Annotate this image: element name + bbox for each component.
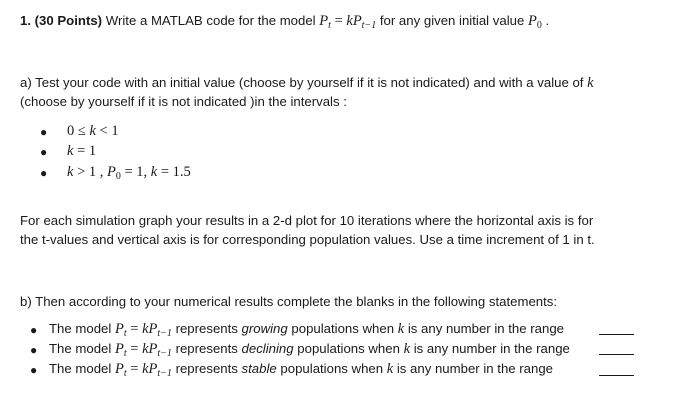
simulation-line-1: For each simulation graph your results in a 2-d plot for 10 iterations where the horizontal axis is for xyxy=(20,213,594,228)
interval-item: 0 ≤ k < 1 xyxy=(67,123,119,139)
statement-kind: declining xyxy=(241,341,294,356)
statement-row: The model $P_t = kP_{t-1}$ represents stable populations when k is any number in the range xyxy=(49,361,554,379)
question-intro-tail: for any given initial value xyxy=(379,13,525,28)
part-a-k-symbol: k xyxy=(587,75,594,91)
bullet-dot: ● xyxy=(30,343,38,357)
part-a-line-1: a) Test your code with an initial value (choose by yourself if it is not indicated) and with a value of k xyxy=(20,75,594,91)
bullet-dot: ● xyxy=(30,363,38,377)
interval-item: k = 1 xyxy=(67,143,97,159)
part-b-intro: b) Then according to your numerical results complete the blanks in the following statements: xyxy=(20,294,558,309)
initial-value-symbol: $P_0$ xyxy=(527,13,542,31)
answer-blank[interactable] xyxy=(599,342,634,355)
bullet-dot: ● xyxy=(40,125,48,139)
statement-row: The model $P_t = kP_{t-1}$ represents growing populations when k is any number in the range xyxy=(49,321,564,339)
bullet-dot: ● xyxy=(40,166,48,180)
question-title-line xyxy=(20,13,549,29)
question-intro-end: . xyxy=(545,13,550,28)
model-equation: $P_t = kP_{t-1}$ xyxy=(319,13,377,31)
statement-kind: growing xyxy=(241,321,288,336)
bullet-dot: ● xyxy=(30,323,38,337)
statement-kind: stable xyxy=(241,361,277,376)
statement-row: The model $P_t = kP_{t-1}$ represents declining populations when k is any number in the range xyxy=(49,341,570,359)
part-a-line-2: (choose by yourself if it is not indicated )in the intervals : xyxy=(20,94,347,109)
question-intro: Write a MATLAB code for the model xyxy=(105,13,316,28)
interval-item: k > 1 , $P_0 = 1$, k = 1.5 xyxy=(67,164,191,182)
bullet-dot: ● xyxy=(40,145,48,159)
simulation-line-2: the t-values and vertical axis is for corresponding population values. Use a time increment of 1 in t. xyxy=(20,232,595,247)
answer-blank[interactable] xyxy=(599,322,634,335)
question-number: 1. (30 Points) xyxy=(20,13,103,28)
answer-blank[interactable] xyxy=(599,363,634,376)
